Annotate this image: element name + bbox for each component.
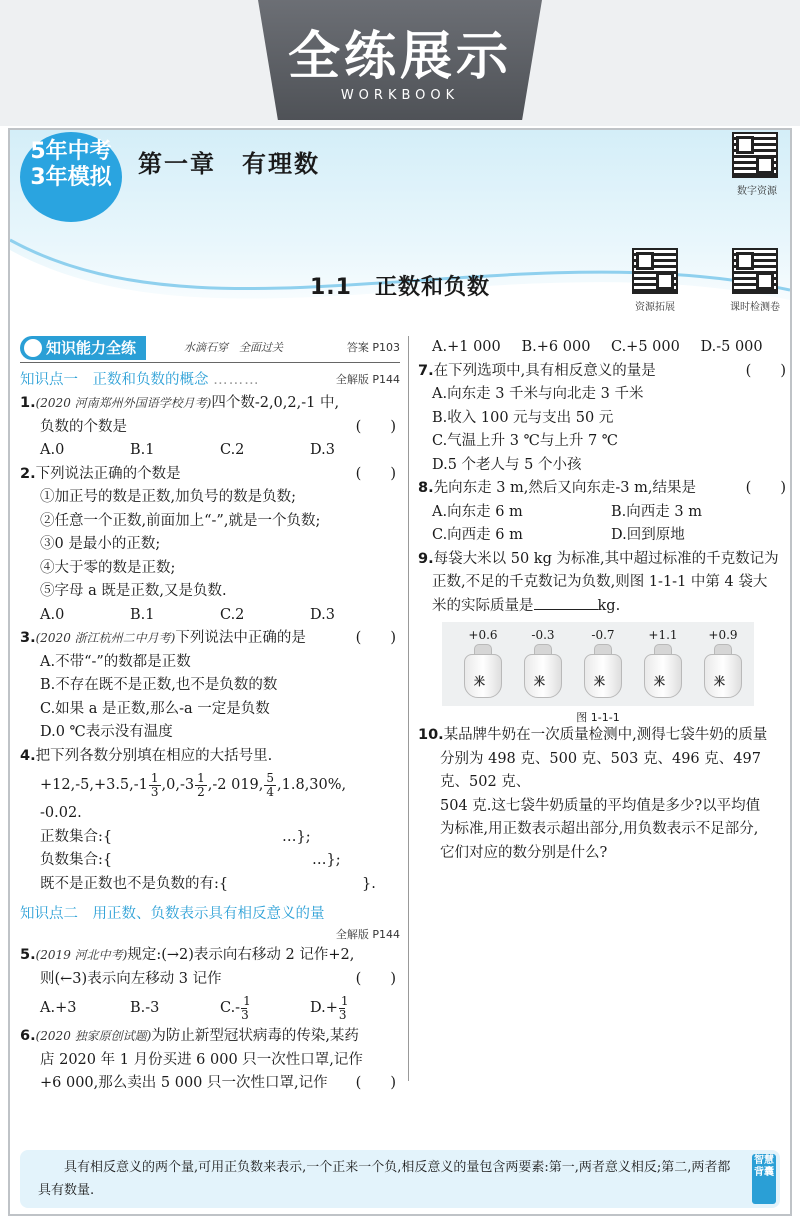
bag-5-value: +0.9 (708, 628, 738, 642)
right-column (418, 336, 790, 865)
section-title: 1.1 正数和负数 (310, 275, 490, 300)
question-4 (20, 745, 400, 897)
q2-text: 下列说法正确的个数是 (35, 465, 181, 482)
question-10 (418, 724, 790, 865)
kp2-title: 知识点二 用正数、负数表示具有相反意义的量 (20, 906, 325, 922)
rice-bag-icon: 米 (522, 644, 564, 700)
qr-code-icon[interactable] (732, 248, 778, 294)
q3-source: (2020 浙江杭州二中月考) (35, 631, 176, 645)
q8-option-a[interactable]: A.向东走 6 m (432, 503, 523, 520)
qr-label-digital: 数字资源 (737, 186, 777, 197)
q4-numbers-2: ,0,-3 (161, 777, 195, 793)
q1-answer-paren[interactable]: ( ) (355, 418, 396, 435)
question-2 (20, 463, 400, 628)
knowledge-point-2 (20, 902, 400, 926)
q2-statement-1: ①加正号的数是正数,加负号的数是负数; (40, 489, 296, 505)
q2-answer-paren[interactable]: ( ) (355, 465, 396, 482)
q4-numbers-3: ,-2 019, (207, 777, 264, 793)
q3-number: 3. (20, 630, 36, 646)
q1-option-c[interactable]: C.2 (220, 442, 245, 458)
logo-line-2: 3年模拟 (30, 165, 112, 190)
q10-line-1: 某品牌牛奶在一次质量检测中,测得七袋牛奶的质量 (443, 727, 768, 743)
left-column (20, 336, 400, 1096)
q6-option-b[interactable]: B.+6 000 (521, 339, 591, 355)
rice-bag-icon: 米 (642, 644, 684, 700)
rice-bags-figure (418, 622, 790, 722)
kp1-edition: 全解版 P144 (335, 373, 400, 386)
q2-option-d[interactable]: D.3 (310, 606, 335, 623)
q4-fraction-1: $\frac{1}{3}$ (150, 770, 159, 799)
q5-source: (2019 河北中考) (35, 948, 128, 962)
figure-caption: 图 1-1-1 (576, 711, 620, 724)
q6-option-d[interactable]: D.-5 000 (700, 339, 763, 355)
q2-option-c[interactable]: C.2 (220, 606, 245, 623)
q4-neither-set[interactable]: 既不是正数也不是负数的有:{ }. (40, 875, 376, 892)
banner-subtitle: WORKBOOK (340, 88, 460, 103)
q1-option-d[interactable]: D.3 (310, 442, 335, 458)
q1-text-2: 负数的个数是 (40, 418, 127, 435)
q9-answer-blank[interactable] (534, 596, 598, 610)
q7-option-a[interactable]: A.向东走 3 千米与向北走 3 千米 (432, 386, 644, 402)
q3-option-c[interactable]: C.如果 a 是正数,那么-a 一定是负数 (40, 700, 270, 717)
q7-option-c[interactable]: C.气温上升 3 ℃与上升 7 ℃ (432, 433, 619, 449)
bag-4-value: +1.1 (648, 628, 678, 642)
q7-text: 在下列选项中,具有相反意义的量是 (433, 362, 656, 379)
question-3 (20, 627, 400, 745)
q4-number: 4. (20, 747, 36, 764)
q7-answer-paren[interactable]: ( ) (745, 362, 786, 379)
q6-answer-paren[interactable]: ( ) (355, 1075, 396, 1091)
q2-statement-3: ③0 是最小的正数; (40, 536, 161, 552)
question-8 (418, 477, 790, 548)
q5-text-2: 则(←3)表示向左移动 3 记作 (40, 970, 222, 987)
q9-number: 9. (418, 550, 434, 567)
rice-bag-icon: 米 (582, 644, 624, 700)
q6-line-3: +6 000,那么卖出 5 000 只一次性口罩,记作 (40, 1075, 328, 1091)
q4-negative-set[interactable]: 负数集合:{ …}; (40, 852, 341, 868)
wisdom-tip-box (20, 1150, 780, 1208)
q2-statement-4: ④大于零的数是正数; (40, 559, 176, 576)
q2-statement-5: ⑤字母 a 既是正数,又是负数. (40, 583, 227, 599)
q4-fraction-2: $\frac{1}{2}$ (197, 770, 205, 799)
q9-line-3: 米的实际质量是 (432, 597, 534, 614)
q7-option-b[interactable]: B.收入 100 元与支出 50 元 (432, 409, 614, 426)
q8-option-c[interactable]: C.向西走 6 m (432, 527, 523, 543)
q1-number: 1. (20, 395, 36, 411)
q6-number: 6. (20, 1028, 36, 1044)
bag-3-value: -0.7 (591, 628, 615, 642)
qr-label-resource: 资源拓展 (635, 302, 675, 313)
question-5 (20, 944, 400, 1025)
q4-text: 把下列各数分别填在相应的大括号里. (35, 747, 273, 764)
q9-unit: kg. (597, 597, 621, 614)
kp1-dots: ……… (213, 372, 260, 388)
q4-fraction-3: $\frac{5}{4}$ (266, 770, 275, 799)
q4-positive-set[interactable]: 正数集合:{ …}; (40, 828, 311, 845)
wisdom-tip-text: 具有相反意义的两个量,可用正负数来表示,一个正来一个负,相反意义的量包含两要素:第一,两者意义相反;第二,两者都具有数量. (38, 1160, 731, 1198)
q5-number: 5. (20, 947, 36, 963)
workbook-page (8, 128, 792, 1216)
knowledge-point-1 (20, 368, 400, 392)
q5-option-a[interactable]: A.+3 (40, 1000, 77, 1016)
q3-text: 下列说法中正确的是 (175, 630, 306, 646)
answer-ref: 答案 P103 (346, 341, 400, 354)
q6-options (418, 336, 790, 360)
q1-option-b[interactable]: B.1 (130, 442, 155, 458)
q10-line-2: 分别为 498 克、500 克、503 克、496 克、497 克、502 克、 (440, 750, 761, 790)
q5-text: 规定:(→2)表示向右移动 2 记作+2, (127, 947, 355, 963)
question-6 (20, 1025, 400, 1096)
practice-tag: 知识能力全练 (20, 336, 146, 360)
column-divider (408, 336, 409, 1081)
q10-line-4: 为标准,用正数表示超出部分,用负数表示不足部分, (440, 821, 759, 837)
q2-option-a[interactable]: A.0 (40, 606, 65, 623)
q8-options-row-2 (418, 524, 790, 548)
q1-source: (2020 河南郑州外国语学校月考) (35, 396, 212, 410)
rice-bag-icon: 米 (462, 644, 504, 700)
q9-line-2: 正数,不足的千克数记为负数,则图 1-1-1 中第 4 袋大 (432, 574, 768, 590)
q1-text: 四个数-2,0,2,-1 中, (211, 395, 340, 411)
logo-line-1: 5年中考 (30, 139, 112, 164)
qr-label-test: 课时检测卷 (730, 302, 780, 313)
q8-option-d[interactable]: D.回到原地 (611, 527, 685, 543)
q6-text: 为防止新型冠状病毒的传染,某药 (151, 1028, 359, 1044)
rice-bag-icon: 米 (702, 644, 744, 700)
q3-option-a[interactable]: A.不带“-”的数都是正数 (40, 653, 191, 670)
qr-code-icon[interactable] (732, 132, 778, 178)
question-9 (418, 548, 790, 723)
q1-option-a[interactable]: A.0 (40, 442, 65, 458)
q7-option-d[interactable]: D.5 个老人与 5 个小孩 (432, 456, 582, 473)
q3-option-b[interactable]: B.不存在既不是正数,也不是负数的数 (40, 677, 278, 693)
chapter-title: 第一章 有理数 (138, 150, 320, 178)
q5-option-c[interactable]: C.- $\frac{1}{3}$ (220, 993, 251, 1022)
q9-text: 每袋大米以 50 kg 为标准,其中超过标准的千克数记为 (433, 550, 779, 567)
bag-1-value: +0.6 (468, 628, 498, 642)
q8-options-row-1 (418, 501, 790, 525)
q8-text: 先向东走 3 m,然后又向东走-3 m,结果是 (433, 480, 697, 496)
q1-options (20, 439, 400, 463)
q3-answer-paren[interactable]: ( ) (355, 630, 396, 646)
q5-options (20, 991, 400, 1025)
banner-title: 全练展示 (287, 27, 512, 87)
q7-number: 7. (418, 362, 434, 379)
practice-band (20, 336, 400, 360)
q6-option-a[interactable]: A.+1 000 (432, 339, 501, 355)
practice-slogan: 水滴石穿 全面过关 (184, 341, 283, 354)
q6-line-2: 店 2020 年 1 月份买进 6 000 只一次性口罩,记作 (40, 1051, 363, 1068)
q2-option-b[interactable]: B.1 (130, 606, 155, 623)
q3-option-d[interactable]: D.0 ℃表示没有温度 (40, 724, 173, 740)
q10-line-3: 504 克.这七袋牛奶质量的平均值是多少?以平均值 (440, 797, 761, 814)
q8-option-b[interactable]: B.向西走 3 m (611, 503, 702, 520)
q2-options (20, 604, 400, 628)
q4-numbers-4: ,1.8,30%, (277, 777, 347, 793)
q4-number-list (20, 768, 400, 802)
q8-answer-paren[interactable]: ( ) (745, 480, 786, 496)
band-underline (20, 362, 400, 363)
q5-answer-paren[interactable]: ( ) (355, 970, 396, 987)
q5-option-b[interactable]: B.-3 (130, 1000, 160, 1016)
question-1 (20, 392, 400, 463)
q2-number: 2. (20, 465, 36, 482)
q2-statement-2: ②任意一个正数,前面加上“-”,就是一个负数; (40, 512, 321, 529)
q5-option-d[interactable]: D.+ $\frac{1}{3}$ (310, 993, 349, 1022)
bag-2-value: -0.3 (531, 628, 555, 642)
q4-numbers-1: +12,-5,+3.5,-1 (40, 777, 148, 793)
question-7 (418, 360, 790, 478)
q4-numbers-5: -0.02. (40, 805, 82, 821)
q10-line-5: 它们对应的数分别是什么? (440, 844, 608, 861)
q6-source: (2020 独家原创试题) (35, 1029, 152, 1043)
qr-code-icon[interactable] (632, 248, 678, 294)
wisdom-tip-tag: 智慧背囊 (752, 1154, 776, 1204)
q10-number: 10. (418, 727, 444, 743)
series-logo (20, 132, 122, 222)
q6-option-c[interactable]: C.+5 000 (611, 339, 680, 355)
kp2-edition: 全解版 P144 (335, 928, 400, 941)
q8-number: 8. (418, 480, 434, 496)
kp1-title: 知识点一 正数和负数的概念 (20, 372, 209, 388)
